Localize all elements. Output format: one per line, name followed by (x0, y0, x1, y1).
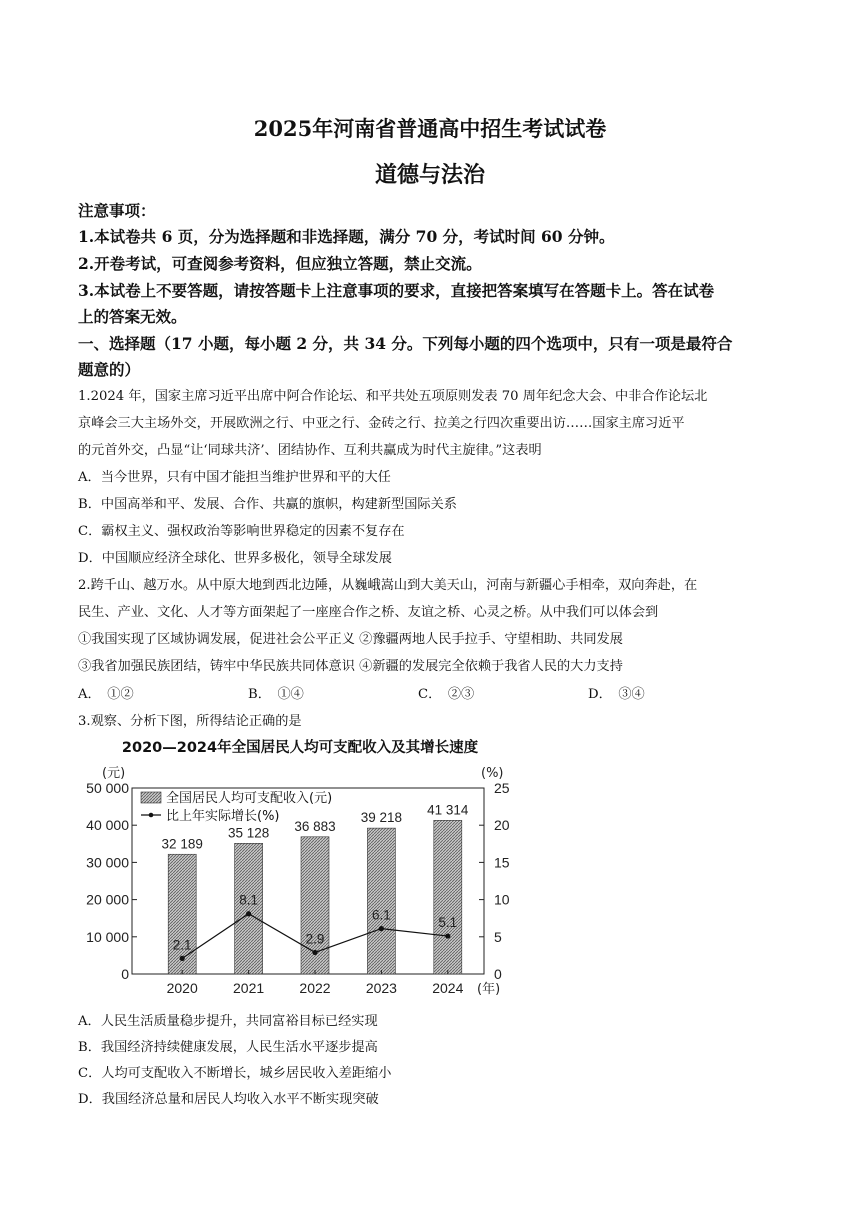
notice-item-3-line-2: 上的答案无效。 (78, 307, 187, 326)
q2-option-b: B． ①④ (248, 687, 304, 702)
left-axis-unit: (元) (102, 766, 126, 781)
right-tick-label: 20 (494, 817, 510, 834)
q3-option-c: C．人均可支配收入不断增长，城乡居民收入差距缩小 (78, 1066, 392, 1081)
legend-line-marker (149, 813, 154, 818)
right-tick-label: 15 (494, 854, 510, 871)
x-tick-label: 2023 (365, 980, 397, 996)
q3-option-b: B．我国经济持续健康发展，人民生活水平逐步提高 (78, 1040, 378, 1055)
income-chart (80, 732, 520, 1000)
growth-point (180, 956, 185, 961)
right-axis-unit: (%) (481, 766, 504, 781)
legend-bar-label: 全国居民人均可支配收入(元) (166, 791, 333, 806)
subject-title: 道德与法治 (374, 162, 485, 188)
income-bar (235, 843, 263, 974)
notice-item-2: 2.开卷考试，可查阅参考资料，但应独立答题，禁止交流。 (78, 254, 482, 273)
legend-line-label: 比上年实际增长(%) (166, 809, 280, 824)
notice-item-1: 1.本试卷共 6 页，分为选择题和非选择题，满分 70 分，考试时间 60 分钟。 (78, 227, 615, 246)
q2-stem-line-1: 2.跨千山、越万水。从中原大地到西北边陲，从巍峨嵩山到大美天山，河南与新疆心手相牵，双向奔赴，在 (78, 578, 698, 593)
q1-stem-line-2: 京峰会三大主场外交，开展欧洲之行、中亚之行、金砖之行、拉美之行四次重要出访……国家主席习近平 (78, 416, 685, 431)
q1-option-b: B．中国高举和平、发展、合作、共赢的旗帜，构建新型国际关系 (78, 497, 457, 512)
legend-bar-swatch (141, 792, 161, 803)
left-tick-label: 40 000 (86, 817, 129, 834)
q2-stem-line-2: 民生、产业、文化、人才等方面架起了一座座合作之桥、友谊之桥、心灵之桥。从中我们可以体会到 (78, 605, 659, 620)
growth-point (312, 950, 317, 955)
x-tick-label: 2020 (166, 980, 198, 996)
x-tick-label: 2022 (299, 980, 331, 996)
chart-title: 2020—2024年全国居民人均可支配收入及其增长速度 (121, 740, 479, 756)
section-heading-line-2: 题意的） (78, 360, 141, 379)
income-value-label: 39 218 (360, 810, 403, 826)
income-value-label: 35 128 (227, 825, 270, 841)
left-tick-label: 20 000 (86, 891, 129, 908)
left-tick-label: 0 (121, 966, 129, 982)
q2-option-c: C． ②③ (418, 687, 475, 702)
growth-point (379, 926, 384, 931)
income-bar (434, 820, 462, 974)
q2-option-d: D． ③④ (588, 687, 645, 702)
growth-value-label: 2.9 (305, 931, 325, 947)
q1-stem-line-1: 1.2024 年，国家主席习近平出席中阿合作论坛、和平共处五项原则发表 70 周年纪念大会、中非合作论坛北 (78, 389, 708, 404)
left-axis (86, 780, 137, 982)
exam-title: 2025年河南省普通高中招生考试试卷 (253, 116, 607, 141)
q3-option-a: A．人民生活质量稳步提升，共同富裕目标已经实现 (78, 1014, 378, 1029)
right-tick-label: 0 (494, 966, 502, 982)
x-axis-unit: (年) (477, 982, 501, 997)
section-heading-line-1: 一、选择题（17 小题，每小题 2 分，共 34 分。下列每小题的四个选项中，只有一项是最符合 (78, 334, 733, 353)
income-bar (367, 828, 395, 974)
x-tick-label: 2024 (432, 980, 464, 996)
notice-heading: 注意事项： (78, 201, 156, 220)
q1-option-c: C．霸权主义、强权政治等影响世界稳定的因素不复存在 (78, 524, 405, 539)
q2-option-a: A． ①② (78, 687, 134, 702)
growth-value-label: 5.1 (438, 915, 458, 931)
growth-point (246, 911, 251, 916)
left-tick-label: 30 000 (86, 854, 129, 871)
q2-statement-line-2: ③我省加强民族团结，铸牢中华民族共同体意识 ④新疆的发展完全依赖于我省人民的大力支持 (78, 659, 623, 674)
left-tick-label: 10 000 (86, 928, 129, 945)
right-tick-label: 5 (494, 928, 502, 945)
q1-option-d: D．中国顺应经济全球化、世界多极化，领导全球发展 (78, 551, 392, 566)
growth-value-label: 8.1 (239, 892, 258, 908)
x-tick-label: 2021 (233, 980, 265, 996)
income-value-label: 32 189 (161, 836, 203, 852)
q1-stem-line-3: 的元首外交，凸显“让‘同球共济’、团结协作、互利共赢成为时代主旋律。”这表明 (78, 443, 542, 458)
notice-item-3-line-1: 3.本试卷上不要答题，请按答题卡上注意事项的要求，直接把答案填写在答题卡上。答在试卷 (78, 281, 715, 300)
bar-series (162, 802, 469, 974)
growth-value-label: 6.1 (372, 907, 391, 923)
q1-option-a: A．当今世界，只有中国才能担当维护世界和平的大任 (78, 470, 391, 485)
income-value-label: 36 883 (294, 818, 336, 834)
left-tick-label: 50 000 (86, 780, 129, 796)
q3-stem: 3.观察、分析下图，所得结论正确的是 (78, 714, 302, 729)
right-tick-label: 10 (494, 891, 510, 908)
q2-statement-line-1: ①我国实现了区域协调发展，促进社会公平正义 ②豫疆两地人民手拉手、守望相助、共同发展 (78, 632, 623, 647)
growth-value-label: 2.1 (172, 937, 192, 953)
q3-option-d: D．我国经济总量和居民人均收入水平不断实现突破 (78, 1092, 379, 1107)
right-tick-label: 25 (494, 780, 510, 796)
growth-point (445, 933, 450, 938)
income-value-label: 41 314 (427, 802, 469, 818)
